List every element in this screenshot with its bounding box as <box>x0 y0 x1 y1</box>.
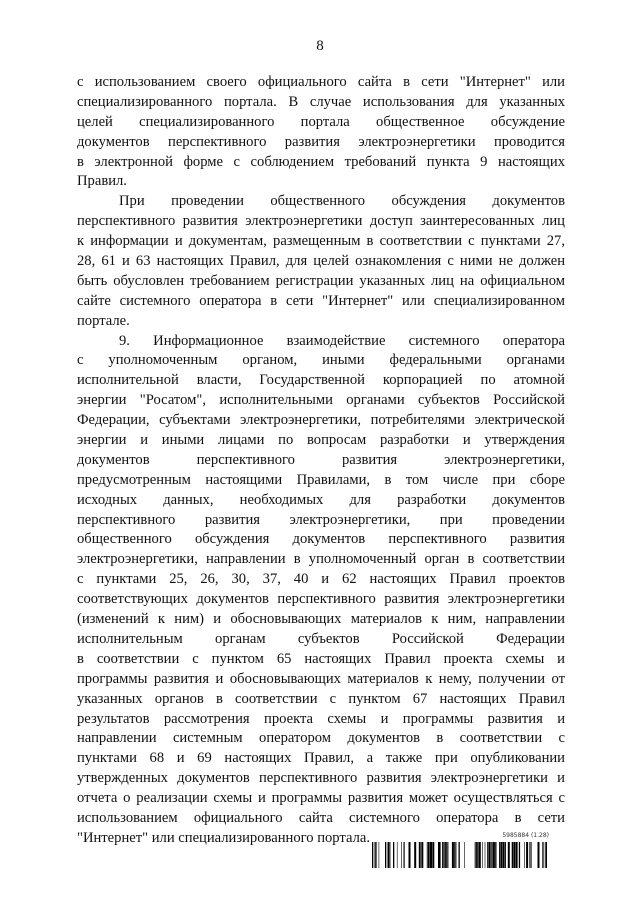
text-line: с уполномоченным органом, иными федеральными органами <box>77 352 565 369</box>
text-line: указанных органов в соответствии с пунктом 67 настоящих Правил <box>77 690 565 707</box>
text-line: предусмотренным настоящими Правилами, в том числе при сборе <box>77 471 565 488</box>
text-line: целей специализированного портала общественное обсуждение <box>77 113 565 130</box>
page-number: 8 <box>316 38 324 54</box>
text-line: исполнительной власти, Государственной корпорацией по атомной <box>77 372 565 389</box>
text-line: исходных данных, необходимых для разработки документов <box>77 491 565 508</box>
text-line: к информации и документам, размещенным в соответствии с пунктами 27, <box>77 233 565 250</box>
text-line: документов перспективного развития электроэнергетики, <box>77 451 565 468</box>
text-line: 28, 61 и 63 настоящих Правил, для целей ознакомления с ними не должен <box>77 253 565 270</box>
text-line: пунктами 68 и 69 настоящих Правил, а также при опубликовании <box>77 750 565 767</box>
text-line: документов перспективного развития электроэнергетики проводится <box>77 133 565 150</box>
text-line: перспективного развития электроэнергетики доступ заинтересованных лиц <box>77 213 565 230</box>
text-line: в соответствии с пунктом 65 настоящих Правил проекта схемы и <box>77 650 565 667</box>
text-line: утвержденных документов перспективного развития электроэнергетики и <box>77 770 565 787</box>
text-line: "Интернет" или специализированного портала. <box>77 829 370 846</box>
barcode-image <box>372 842 548 868</box>
document-body <box>77 73 565 849</box>
document-stamp: 5985884 (1.28) <box>502 832 549 839</box>
text-line: энергии "Росатом", исполнительными органами субъектов Российской <box>77 392 565 409</box>
text-line: программы развития и обосновывающих материалов к нему, получении от <box>77 670 565 687</box>
text-line: сайте системного оператора в сети "Интернет" или специализированном <box>77 292 565 309</box>
text-line: перспективного развития электроэнергетики, при проведении <box>77 511 565 528</box>
text-line: с пунктами 25, 26, 30, 37, 40 и 62 настоящих Правил проектов <box>77 571 565 588</box>
text-line: отчета о реализации схемы и программы развития может осуществляться с <box>77 790 565 807</box>
text-line: При проведении общественного обсуждения документов <box>119 193 565 210</box>
text-line: направлении системным оператором документов в соответствии с <box>77 730 565 747</box>
text-line: Правил. <box>77 173 127 190</box>
text-line: результатов рассмотрения проекта схемы и программы развития и <box>77 710 565 727</box>
text-line: общественного обсуждения документов перспективного развития <box>77 531 565 548</box>
text-line: электроэнергетики, направлении в уполномоченный орган в соответствии <box>77 551 565 568</box>
text-line: Федерации, субъектами электроэнергетики, потребителями электрической <box>77 412 565 429</box>
text-line: в электронной форме с соблюдением требований пункта 9 настоящих <box>77 153 565 170</box>
text-line: (изменений к ним) и обосновывающих материалов к ним, направлении <box>77 611 565 628</box>
text-line: исполнительным органам субъектов Российской Федерации <box>77 630 565 647</box>
text-line: использованием официального сайта системного оператора в сети <box>77 809 565 826</box>
text-line: специализированного портала. В случае использования для указанных <box>77 93 565 110</box>
text-line: с использованием своего официального сайта в сети "Интернет" или <box>77 74 565 90</box>
text-line: 9. Информационное взаимодействие системного оператора <box>119 332 565 349</box>
text-line: портале. <box>77 312 130 329</box>
text-line: соответствующих документов перспективного развития электроэнергетики <box>77 591 565 608</box>
text-line: быть обусловлен требованием регистрации указанных лиц на официальном <box>77 272 565 289</box>
text-line: энергии и иными лицами по вопросам разработки и утверждения <box>77 432 565 449</box>
